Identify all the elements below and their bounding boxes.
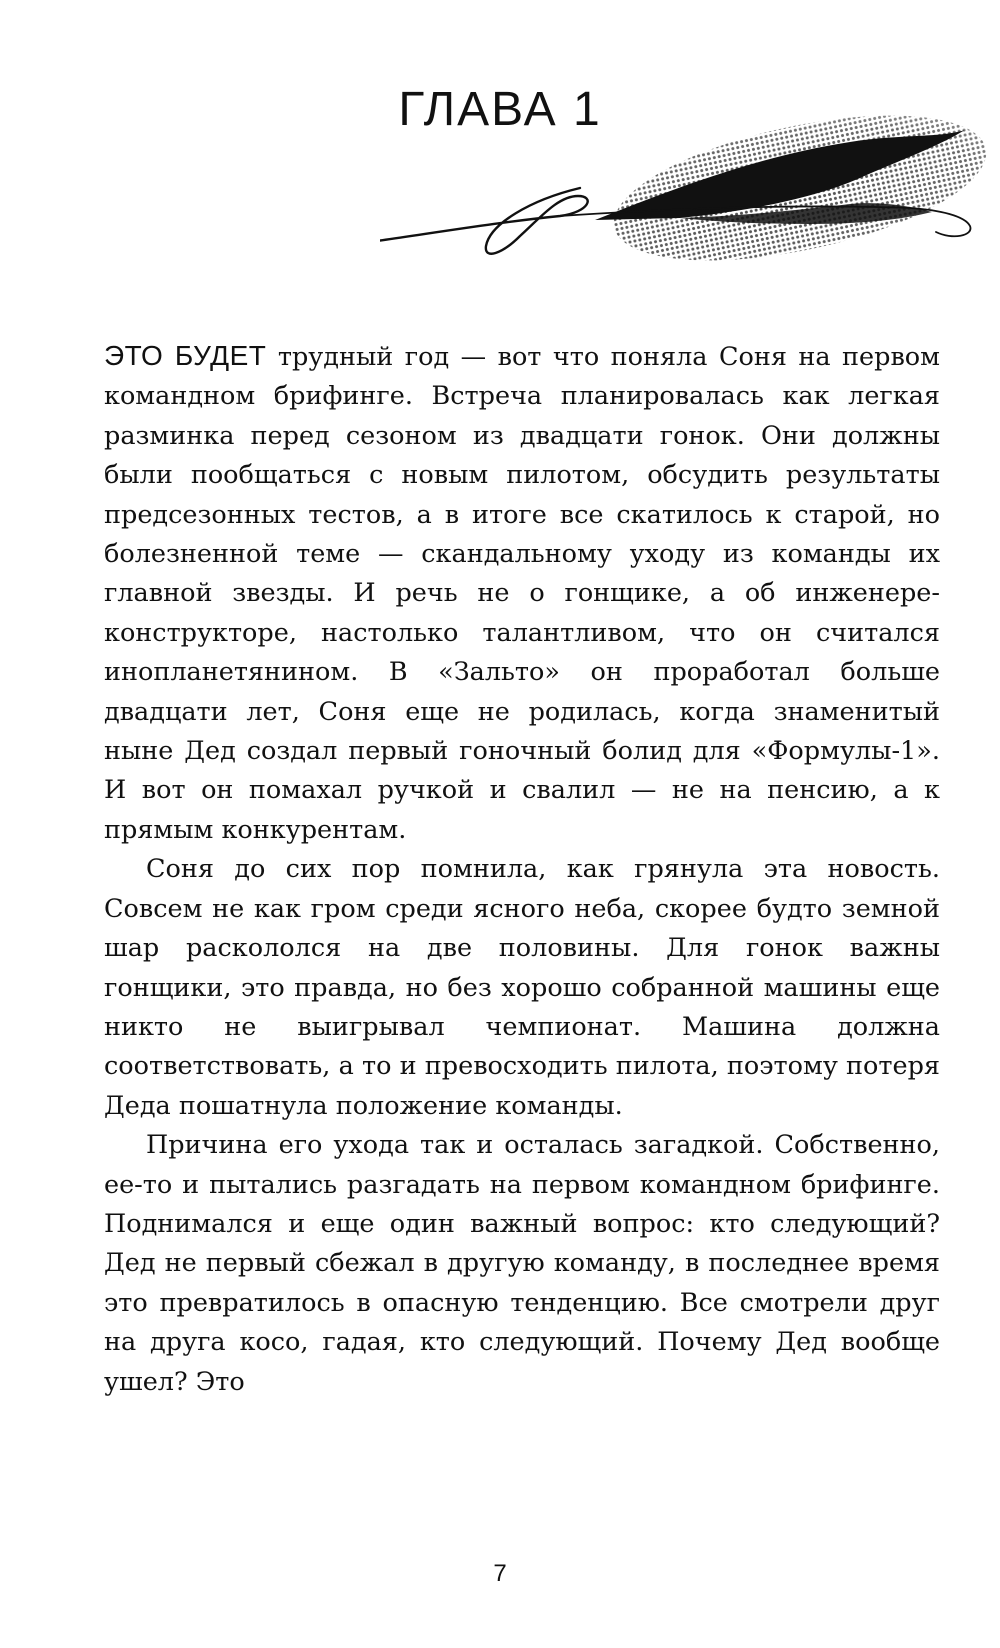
chapter-title: ГЛАВА 1 [398, 83, 602, 136]
chapter-body [104, 336, 940, 1402]
paragraph-3: Причина его ухода так и осталась загадкой. Собственно, ее-то и пытались разгадать на первом командном брифинге. Поднимался и еще один важный вопрос: кто следующий? Дед не первый сбежал в другую команду, в последнее время это превратилось в опасную тенденцию. Все смотрели друг на друга косо, гадая, кто следующий. Почему Дед вообще ушел? Это [104, 1130, 940, 1397]
page-number: 7 [493, 1560, 507, 1587]
lead-in: ЭТО БУДЕТ [104, 340, 267, 371]
paragraph-1 [104, 336, 940, 850]
paragraph-text: трудный год — вот что поняла Соня на первом командном брифинге. Встреча планировалась как легкая разминка перед сезоном из двадцати гонок. Они должны были пообщаться с новым пилотом, обсудить результаты предсезонных тестов, а в итоге все скатилось к старой, но болезненной теме — скандальному уходу из команды их главной звезды. И речь не о гонщике, а об инженере-конструкторе, настолько талантливом, что он считался инопланетянином. В «Зальто» он проработал больше двадцати лет, Соня еще не родилась, когда знаменитый ныне Дед создал первый гоночный болид для «Формулы-1». И вот он помахал ручкой и свалил — не на пенсию, а к прямым конкурентам. [104, 342, 940, 845]
paragraph-2: Соня до сих пор помнила, как грянула эта новость. Совсем не как гром среди ясного неба, скорее будто земной шар раскололся на две половины. Для гонок важны гонщики, это правда, но без хорошо собранной машины еще никто не выигрывал чемпионат. Машина должна соответствовать, а то и превосходить пилота, поэтому потеря Деда пошатнула положение команды. [104, 854, 940, 1121]
quill-feather-icon [380, 108, 1000, 308]
